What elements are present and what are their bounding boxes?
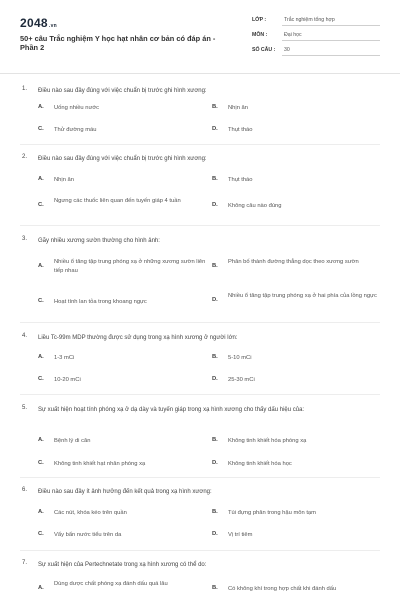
option-text: Không tinh khiết hóa học (228, 461, 292, 467)
option-letter: D. (212, 531, 218, 537)
option-letter: B. (212, 354, 218, 360)
meta-label: SỐ CÂU : (252, 47, 276, 53)
site-logo[interactable] (20, 16, 57, 30)
meta-underline (282, 55, 380, 56)
option-text: Vẩy bẩn nước tiểu trên da (54, 532, 122, 538)
meta-class (252, 14, 380, 26)
option-text: Phân bố thành đường thẳng dọc theo xương sườn (228, 259, 359, 265)
option-text: Thụt tháo (228, 177, 253, 183)
meta-label: MÔN : (252, 32, 268, 38)
option-letter: D. (212, 297, 218, 303)
question-number: 1. (22, 86, 28, 92)
option-text: Các nút, khóa kéo trên quần (54, 510, 127, 516)
document-header (0, 0, 400, 74)
question-number: 5. (22, 405, 28, 411)
meta-value: Đại học (284, 32, 302, 38)
option-letter: B. (212, 437, 218, 443)
option-text: Thụt tháo (228, 127, 253, 133)
option-letter: D. (212, 126, 218, 132)
question-text: Sự xuất hiện hoạt tính phóng xạ ở dạ dày và tuyến giáp trong xạ hình xương cho thấy dấu hiệu của: (38, 407, 305, 413)
option-letter: C. (38, 460, 44, 466)
option-letter: B. (212, 176, 218, 182)
option-text: Ngưng các thuốc liên quan đến tuyến giáp 4 tuần (54, 198, 181, 204)
option-text: 5-10 mCi (228, 355, 252, 361)
option-letter: A. (38, 354, 44, 360)
question-divider (20, 477, 380, 478)
option-text: Nhịn ăn (54, 177, 74, 183)
option-letter: B. (212, 263, 218, 269)
question-divider (20, 550, 380, 551)
option-text: Nhiều ổ tăng tập trung phóng xạ ở những xương sườn liên tiếp nhau (54, 259, 206, 274)
question-number: 4. (22, 333, 28, 339)
option-text: 10-20 mCi (54, 377, 81, 383)
option-letter: C. (38, 376, 44, 382)
option-text: Dùng dược chất phóng xạ đánh dấu quá lâu (54, 581, 168, 587)
meta-value: 30 (284, 47, 290, 53)
option-letter: D. (212, 460, 218, 466)
logo-suffix: .vn (48, 23, 58, 29)
option-letter: B. (212, 509, 218, 515)
option-letter: B. (212, 104, 218, 110)
question-number: 6. (22, 487, 28, 493)
option-letter: A. (38, 263, 44, 269)
question-text: Điều nào sau đây ít ảnh hưởng đến kết quả trong xạ hình xương: (38, 489, 212, 495)
question-text: Liều Tc-99m MDP thường được sử dụng trong xạ hình xương ở người lớn: (38, 335, 238, 341)
question-text: Gãy nhiều xương sườn thường cho hình ảnh: (38, 238, 160, 244)
option-letter: A. (38, 437, 44, 443)
option-text: Nhịn ăn (228, 105, 248, 111)
document-title: 50+ câu Trắc nghiệm Y học hạt nhân cơ bản có đáp án - Phần 2 (20, 34, 216, 52)
meta-label: LỚP : (252, 17, 267, 23)
option-text: Uống nhiều nước (54, 105, 100, 111)
meta-underline (282, 25, 380, 26)
option-text: Bệnh lý di căn (54, 438, 91, 444)
question-divider (20, 322, 380, 323)
question-text: Điều nào sau đây đúng với việc chuẩn bị trước ghi hình xương: (38, 88, 207, 94)
question-divider (20, 394, 380, 395)
option-letter: A. (38, 585, 44, 591)
question-text: Sự xuất hiện của Pertechnetate trong xạ hình xương có thể do: (38, 562, 207, 568)
option-text: 1-3 mCi (54, 355, 75, 361)
meta-value: Trắc nghiệm tổng hợp (284, 17, 335, 23)
question-divider (20, 225, 380, 226)
option-text: Hoạt tính lan tỏa trong khoang ngực (54, 299, 147, 305)
option-text: Thử đường máu (54, 127, 97, 133)
question-text: Điều nào sau đây đúng với việc chuẩn bị trước ghi hình xương: (38, 156, 207, 162)
option-letter: C. (38, 531, 44, 537)
option-letter: C. (38, 126, 44, 132)
option-text: Vị trí tiêm (228, 532, 253, 538)
option-letter: A. (38, 176, 44, 182)
option-letter: D. (212, 202, 218, 208)
option-text: Có không khí trong hợp chất khi đánh dấu (228, 586, 337, 592)
logo-number: 2048 (20, 16, 48, 30)
option-letter: C. (38, 298, 44, 304)
option-text: Không câu nào đúng (228, 203, 282, 209)
meta-underline (282, 40, 380, 41)
option-text: 25-30 mCi (228, 377, 255, 383)
option-letter: A. (38, 509, 44, 515)
option-text: Nhiều ổ tăng tập trung phóng xạ ở hai phía của lồng ngực (228, 293, 377, 299)
question-divider (20, 144, 380, 145)
question-number: 7. (22, 560, 28, 566)
question-number: 2. (22, 154, 28, 160)
meta-question-count (252, 44, 380, 56)
option-letter: D. (212, 376, 218, 382)
question-number: 3. (22, 236, 28, 242)
option-letter: C. (38, 202, 44, 208)
option-letter: B. (212, 585, 218, 591)
option-text: Túi đựng phân trong hậu môn tạm (228, 510, 316, 516)
option-text: Không tinh khiết hạt nhân phóng xạ (54, 461, 146, 467)
meta-subject (252, 29, 380, 41)
option-letter: A. (38, 104, 44, 110)
option-text: Không tinh khiết hóa phóng xạ (228, 438, 307, 444)
